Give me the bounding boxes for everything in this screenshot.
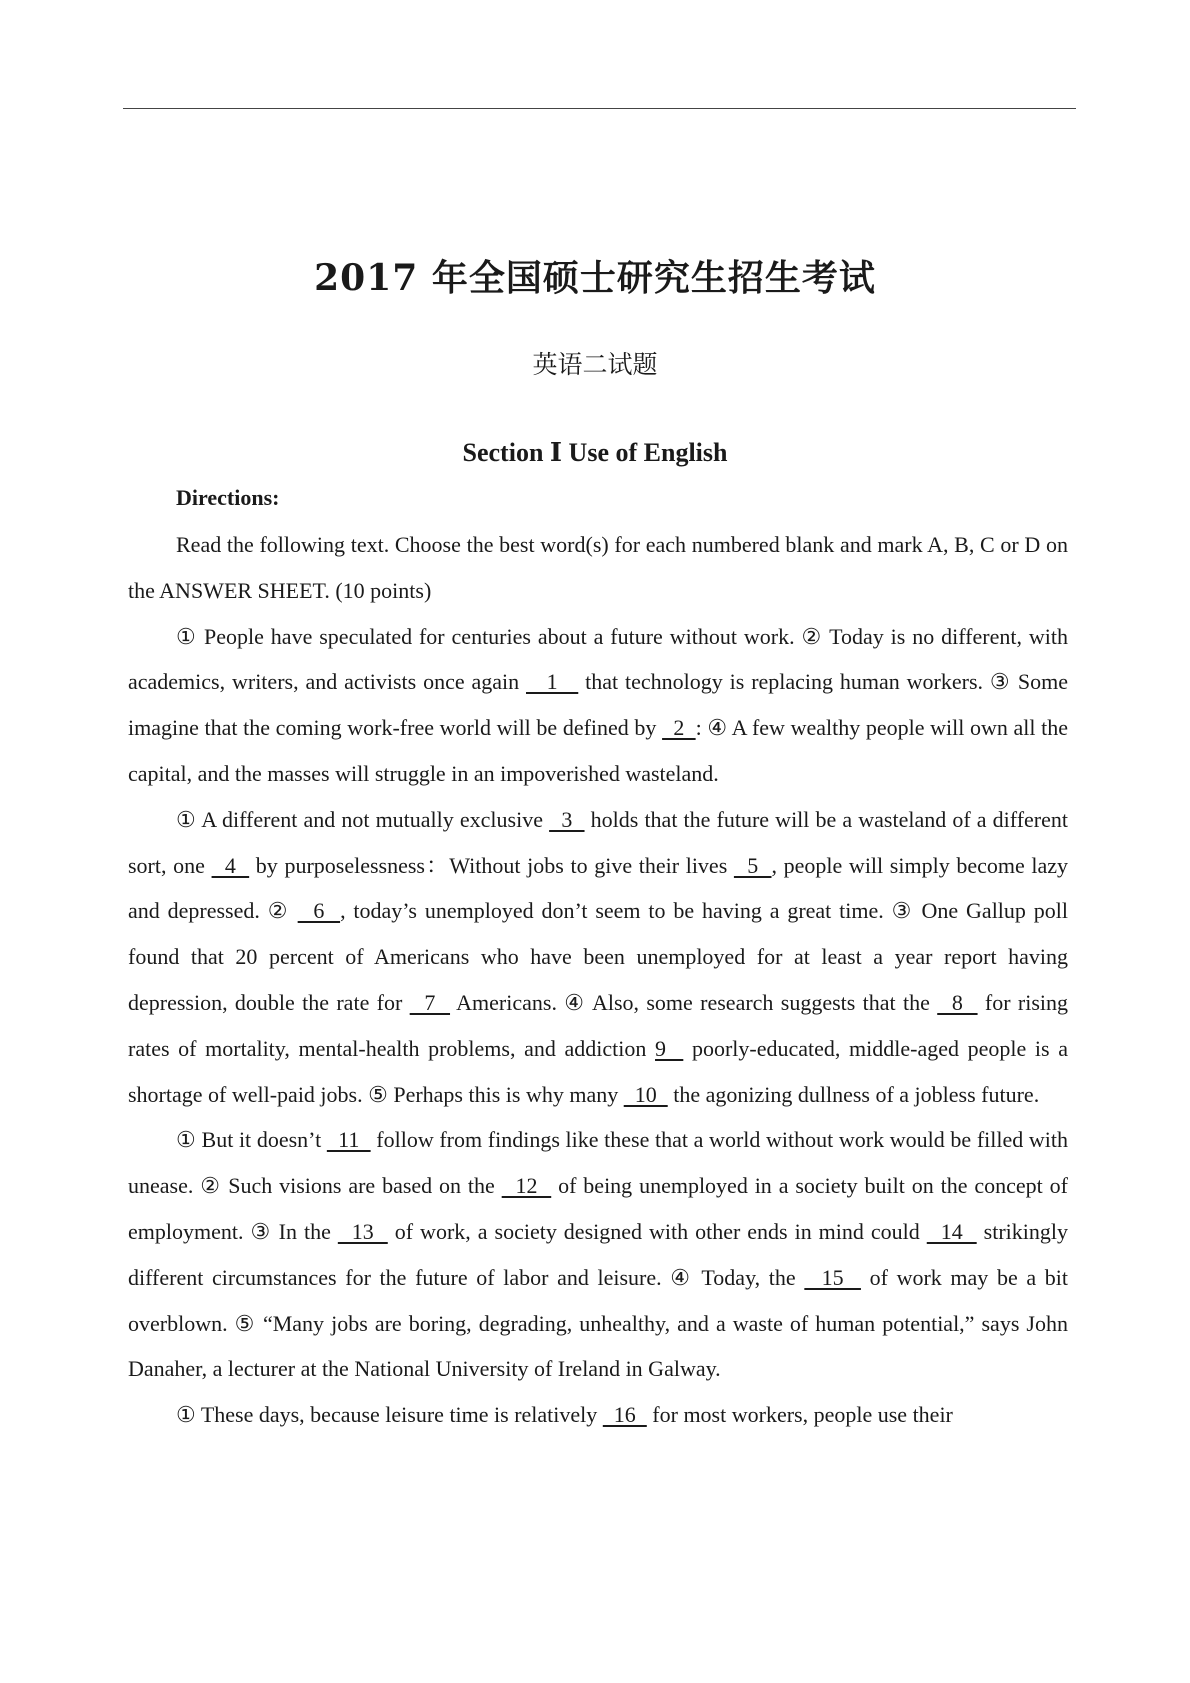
directions-label: Directions: bbox=[176, 485, 280, 510]
passage-text: the agonizing dullness of a jobless future. bbox=[667, 1081, 1040, 1107]
numbered-blank: 1 bbox=[526, 669, 579, 695]
numbered-blank: 9 bbox=[655, 1035, 684, 1061]
numbered-blank: 5 bbox=[733, 852, 772, 878]
passage-text: Read the following text. Choose the best word(s) for each numbered blank and mark A, B, C or D on the ANSWER SHEET. (10 points) bbox=[128, 532, 1068, 603]
passage-body bbox=[128, 522, 1068, 1438]
passage-text: ① But it doesn’t bbox=[176, 1127, 327, 1153]
passage-paragraph bbox=[128, 797, 1068, 1118]
passage-paragraph bbox=[128, 1117, 1068, 1392]
numbered-blank: 11 bbox=[326, 1127, 371, 1153]
passage-text: poorly-educated, middle-aged people is a shortage of well-paid jobs. ⑤ Perhaps this is why many bbox=[128, 1035, 1068, 1107]
numbered-blank: 4 bbox=[211, 852, 250, 878]
numbered-blank: 10 bbox=[623, 1081, 668, 1107]
page-title: 2017 年全国硕士研究生招生考试 bbox=[314, 257, 876, 299]
passage-text: ① A different and not mutually exclusive bbox=[176, 806, 550, 832]
passage-text: of being unemployed in a society built on the concept of employment. ③ In the bbox=[128, 1173, 1069, 1244]
passage-text: by purposelessness：Without jobs to give their lives bbox=[249, 852, 734, 878]
page-subtitle: 英语二试题 bbox=[532, 350, 658, 379]
section-heading: Section Ⅰ Use of English bbox=[462, 438, 728, 467]
passage-text: of work may be a bit overblown. ⑤ “Many jobs are boring, degrading, unhealthy, and a waste of human potential,” says John Danaher, a lecturer at the National University of Ireland in Galway. bbox=[128, 1264, 1069, 1382]
numbered-blank: 3 bbox=[549, 806, 585, 832]
header-rule bbox=[123, 108, 1076, 109]
passage-text: strikingly different circumstances for the future of labor and leisure. ④ Today, the bbox=[128, 1218, 1069, 1290]
numbered-blank: 14 bbox=[926, 1218, 977, 1244]
passage-text: : ④ A few wealthy people will own all the capital, and the masses will struggle in an impoverished wasteland. bbox=[128, 715, 1069, 786]
passage-text: , today’s unemployed don’t seem to be having a great time. ③ One Gallup poll found that 20 percent of Americans who have been unemployed for at least a year report having depression, double the rate for bbox=[128, 898, 1069, 1015]
passage-text: ① These days, because leisure time is relatively bbox=[176, 1402, 603, 1428]
passage-text: of work, a society designed with other ends in mind could bbox=[387, 1218, 927, 1244]
numbered-blank: 13 bbox=[337, 1218, 388, 1244]
numbered-blank: 8 bbox=[937, 989, 978, 1015]
passage-paragraph bbox=[128, 1392, 1068, 1438]
passage-text: follow from findings like these that a world without work would be filled with unease. ② Such visions are based on the bbox=[128, 1127, 1069, 1199]
numbered-blank: 2 bbox=[662, 715, 696, 741]
directions-text bbox=[128, 522, 1068, 614]
passage-text: ① People have speculated for centuries about a future without work. ② Today is no different, with academics, writers, and activists once again bbox=[128, 623, 1068, 695]
numbered-blank: 12 bbox=[501, 1173, 552, 1199]
passage-paragraph bbox=[128, 614, 1068, 797]
passage-text: holds that the future will be a wasteland of a different sort, one bbox=[128, 806, 1068, 878]
passage-text: , people will simply become lazy and depressed. ② bbox=[128, 852, 1069, 924]
passage-text: for rising rates of mortality, mental-health problems, and addiction bbox=[128, 989, 1069, 1061]
numbered-blank: 6 bbox=[297, 898, 341, 924]
numbered-blank: 7 bbox=[409, 989, 451, 1015]
passage-text: that technology is replacing human workers. ③ Some imagine that the coming work-free world will be defined by bbox=[128, 669, 1068, 741]
passage-text: for most workers, people use their bbox=[646, 1402, 953, 1428]
numbered-blank: 15 bbox=[804, 1264, 861, 1290]
numbered-blank: 16 bbox=[602, 1402, 647, 1428]
passage-text: Americans. ④ Also, some research suggests that the bbox=[450, 989, 938, 1015]
